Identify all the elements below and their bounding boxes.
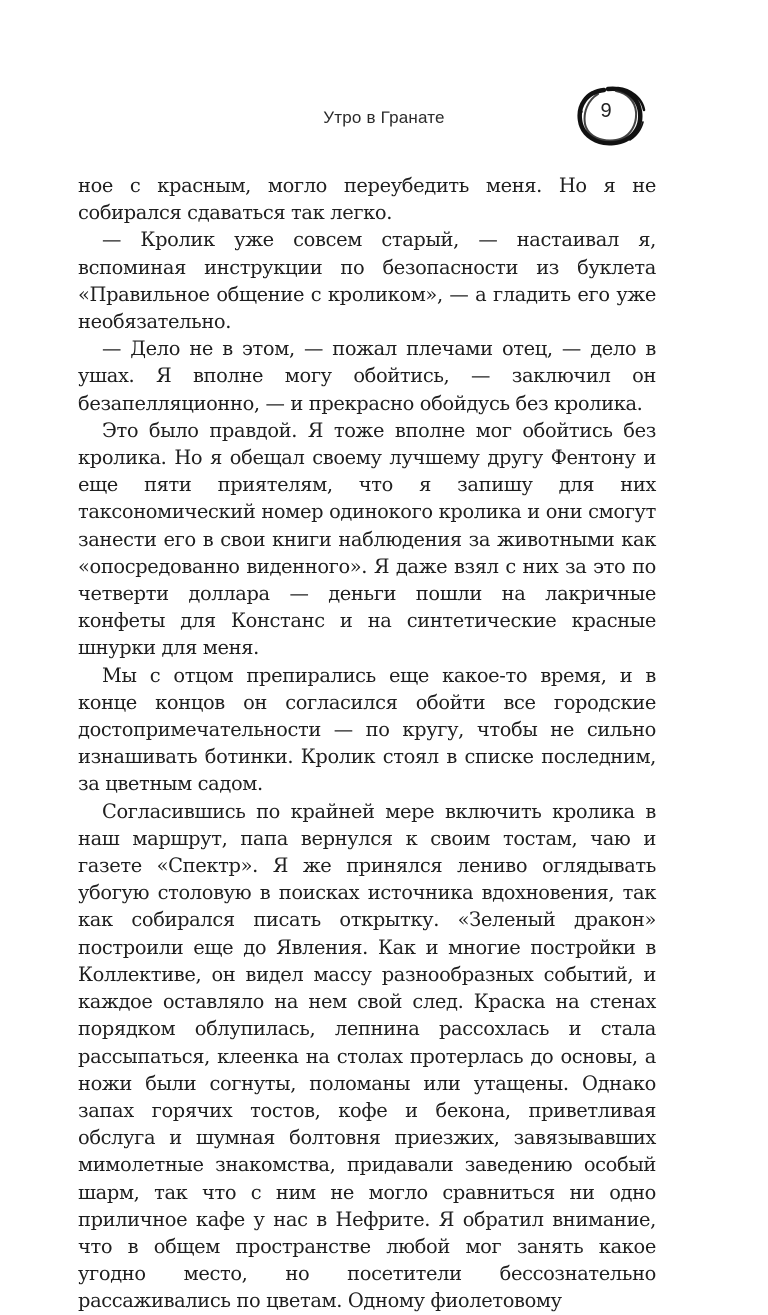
- paragraph: — Дело не в этом, — пожал плечами отец, — дело в ушах. Я вполне могу обойтись, — заключил он безапелляционно, — и прекрасно обойдусь без кролика.: [78, 337, 656, 415]
- page-number-badge: [574, 82, 650, 150]
- paragraph: ное с красным, могло переубедить меня. Но я не собирался сдаваться так легко.: [78, 174, 656, 225]
- paragraph: Мы с отцом препирались еще какое-то время, и в конце концов он согласился обойти все городские достопримечательности — по кругу, чтобы не сильно изнашивать ботинки. Кролик стоял в списке последним, за цветным садом.: [78, 663, 656, 796]
- running-head-title: Утро в Гранате: [323, 108, 445, 127]
- body-text: [78, 172, 656, 1315]
- paragraph: Это было правдой. Я тоже вполне мог обойтись без кролика. Но я обещал своему лучшему другу Фентону и еще пяти приятелям, что я запишу для них таксономический номер одинокого кролика и они смогут занести его в свои книги наблюдения за животными как «опосредованно виденного». Я даже взял с них за это по четверти доллара — деньги пошли на лакричные конфеты для Констанс и на синтетические красные шнурки для меня.: [78, 418, 656, 660]
- paragraph: Согласившись по крайней мере включить кролика в наш маршрут, папа вернулся к своим тостам, чаю и газете «Спектр». Я же принялся лениво оглядывать убогую столовую в поисках источника вдохновения, так как собирался писать открытку. «Зеленый дракон» построили еще до Явления. Как и многие постройки в Коллективе, он видел массу разнообразных событий, и каждое оставляло на нем свой след. Краска на стенах порядком облупилась, лепнина рассохлась и стала рассыпаться, клеенка на столах протерлась до основы, а ножи были согнуты, поломаны или утащены. Однако запах горячих тостов, кофе и бекона, приветливая обслуга и шумная болтовня приезжих, завязывавших мимолетные знакомства, придавали заведению особый шарм, так что с ним не могло сравниться ни одно приличное кафе у нас в Нефрите. Я обратил внимание, что в общем пространстве любой мог занять какое угодно место, но посетители бессознательно рассаживались по цветам. Одному фиолетовому: [78, 799, 656, 1313]
- page-number: 9: [600, 100, 612, 122]
- paragraph: — Кролик уже совсем старый, — настаивал я, вспоминая инструкции по безопасности из буклета «Правильное общение с кроликом», — а гладить его уже необязательно.: [78, 228, 656, 334]
